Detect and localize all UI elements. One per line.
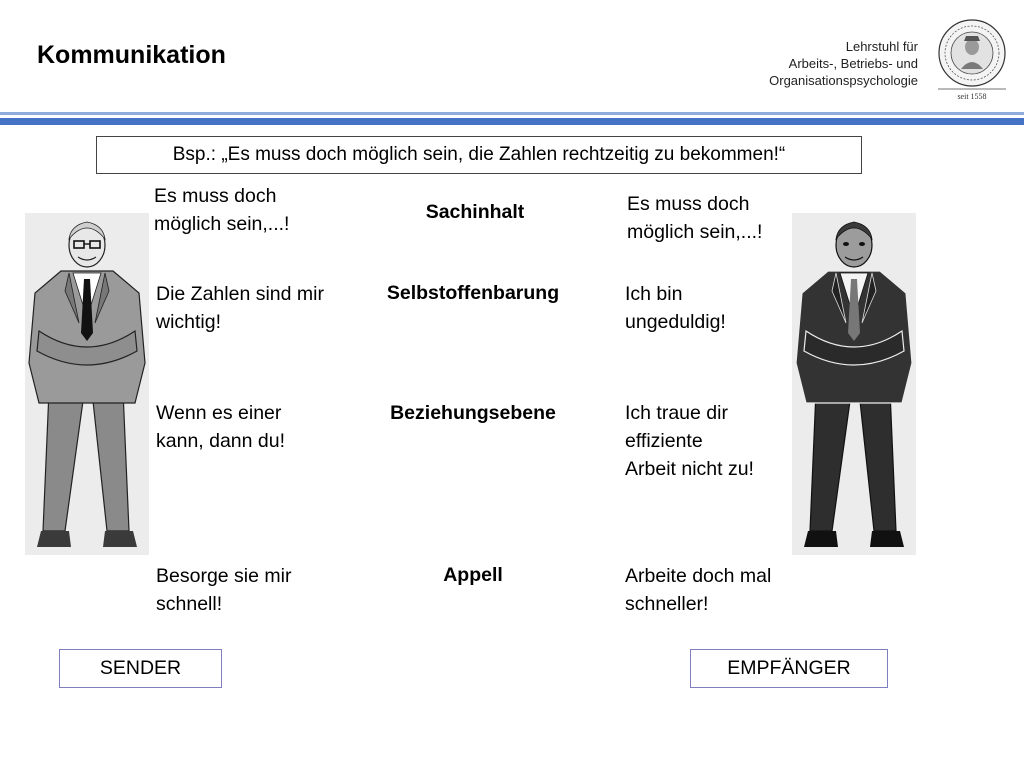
sender-message-sachinhalt: Es muss doch möglich sein,...! [154,185,290,235]
example-box [96,136,862,174]
sender-figure [25,213,149,555]
sender-box [59,649,222,688]
sender-label: SENDER [99,657,182,679]
sender-message-beziehungsebene: Wenn es einer kann, dann du! [156,402,286,452]
chair-line-1: Lehrstuhl für [845,39,918,54]
header-rule-dark [0,118,1024,125]
chair-name [740,38,918,89]
university-seal [935,17,1009,103]
level-sachinhalt: Sachinhalt [425,201,525,223]
page-title: Kommunikation [37,41,226,69]
level-selbstoffenbarung: Selbstoffenbarung [386,282,560,304]
chair-line-2: Arbeits-, Betriebs- und [788,56,918,71]
example-text: Bsp.: „Es muss doch möglich sein, die Zahlen rechtzeitig zu bekommen!“ [172,144,786,165]
chair-line-3: Organisationspsychologie [769,73,918,88]
receiver-box [690,649,888,688]
receiver-message-sachinhalt: Es muss doch möglich sein,...! [627,193,763,243]
receiver-label: EMPFÄNGER [727,657,851,679]
seal-caption: seit 1558 [957,92,987,101]
receiver-message-beziehungsebene: Ich traue dir effiziente Arbeit nicht zu! [625,402,754,480]
sender-message-selbstoffenbarung: Die Zahlen sind mir wichtig! [156,283,324,333]
level-beziehungsebene: Beziehungsebene [390,402,556,424]
receiver-message-selbstoffenbarung: Ich bin ungeduldig! [625,283,726,333]
sender-message-appell: Besorge sie mir schnell! [156,565,292,615]
receiver-message-appell: Arbeite doch mal schneller! [625,565,772,615]
level-appell: Appell [443,564,503,586]
receiver-figure [792,213,916,555]
header-rule-light [0,112,1024,115]
